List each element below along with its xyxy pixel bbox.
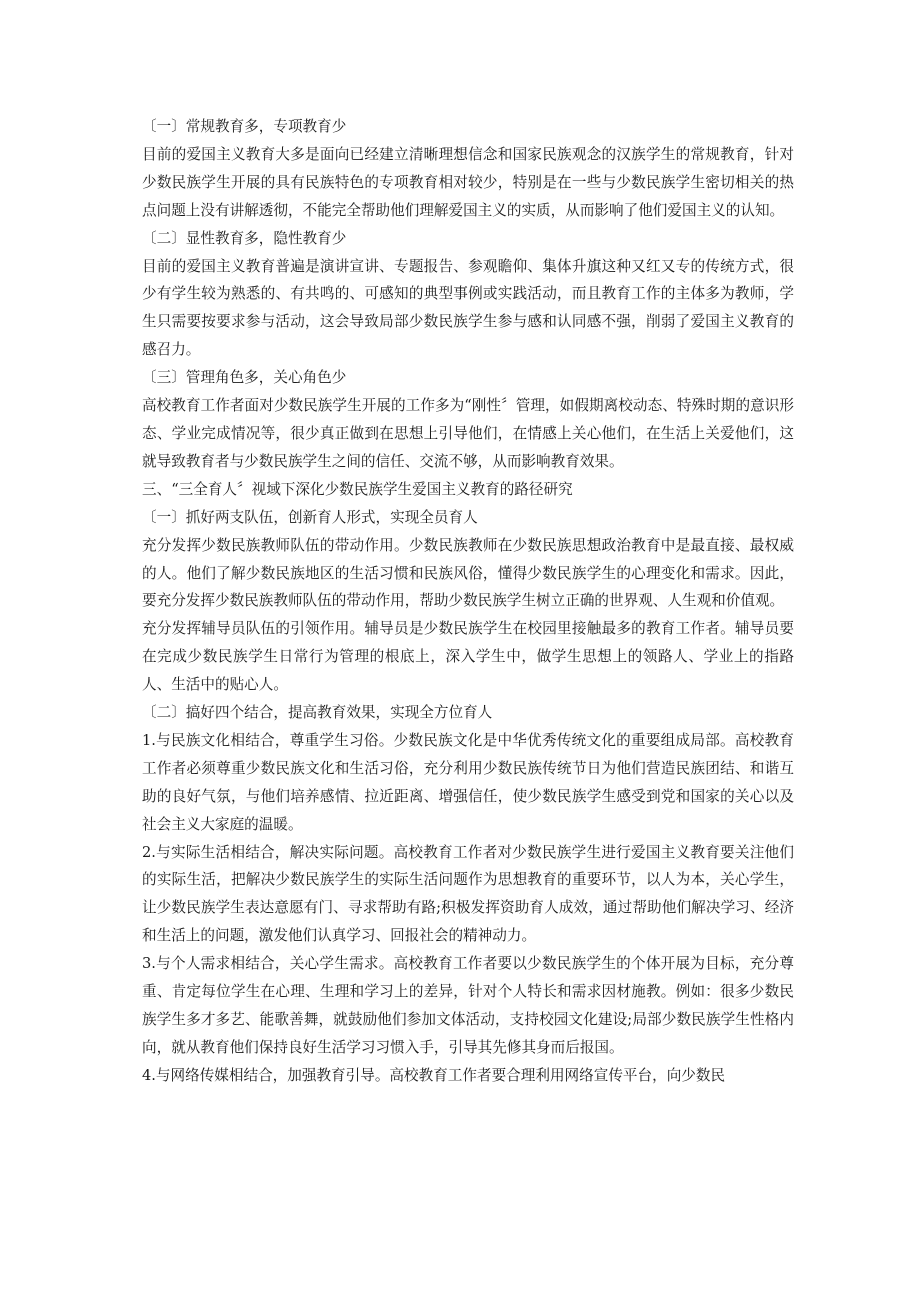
section-heading: 〔一〕常规教育多，专项教育少: [142, 118, 347, 135]
document-body: [142, 113, 794, 1090]
section-heading: 〔二〕搞好四个结合，提高教育效果，实现全方位育人: [142, 704, 493, 722]
paragraph: 1.与民族文化相结合，尊重学生习俗。少数民族文化是中华优秀传统文化的重要组成局部。高校教育工作者必须尊重少数民族文化和生活习俗，充分利用少数民族传统节日为他们营造民族团结、和谐互助的良好气氛，与他们培养感情、拉近距离、增强信任，使少数民族学生感受到党和国家的关心以及社会主义大家庭的温暖。: [142, 731, 794, 833]
section-heading: 〔二〕显性教育多，隐性教育少: [142, 229, 347, 247]
section-heading: 〔三〕管理角色多，关心角色少: [142, 369, 347, 387]
paragraph: 2.与实际生活相结合，解决实际问题。高校教育工作者对少数民族学生进行爱国主义教育要关注他们的实际生活，把解决少数民族学生的实际生活问题作为思想教育的重要环节，以人为本，关心学生，让少数民族学生表达意愿有门、寻求帮助有路;积极发挥资助育人成效，通过帮助他们解决学习、经济和生活上的问题，激发他们认真学习、回报社会的精神动力。: [142, 843, 794, 945]
paragraph: 目前的爱国主义教育大多是面向已经建立清晰理想信念和国家民族观念的汉族学生的常规教育，针对少数民族学生开展的具有民族特色的专项教育相对较少，特别是在一些与少数民族学生密切相关的热点问题上没有讲解透彻，不能完全帮助他们理解爱国主义的实质，从而影响了他们爱国主义的认知。: [142, 145, 794, 219]
paragraph: 4.与网络传媒相结合，加强教育引导。高校教育工作者要合理利用网络宣传平台，向少数民: [142, 1066, 726, 1084]
paragraph: 充分发挥少数民族教师队伍的带动作用。少数民族教师在少数民族思想政治教育中是最直接、最权威的人。他们了解少数民族地区的生活习惯和民族风俗，懂得少数民族学生的心理变化和需求。因此，要充分发挥少数民族教师队伍的带动作用，帮助少数民族学生树立正确的世界观、人生观和价值观。: [142, 536, 794, 610]
paragraph: 3.与个人需求相结合，关心学生需求。高校教育工作者要以少数民族学生的个体开展为目标，充分尊重、肯定每位学生在心理、生理和学习上的差异，针对个人特长和需求因材施教。例如：很多少数民族学生多才多艺、能歌善舞，就鼓励他们参加文体活动，支持校园文化建设;局部少数民族学生性格内向，就从教育他们保持良好生活学习习惯入手，引导其先修其身而后报国。: [142, 955, 794, 1056]
section-heading: 〔一〕抓好两支队伍，创新育人形式，实现全员育人: [142, 508, 478, 526]
paragraph: 目前的爱国主义教育普遍是演讲宣讲、专题报告、参观瞻仰、集体升旗这种又红又专的传统方式，很少有学生较为熟悉的、有共鸣的、可感知的典型事例或实践活动，而且教育工作的主体多为教师，学生只需要按要求参与活动，这会导致局部少数民族学生参与感和认同感不强，削弱了爱国主义教育的感召力。: [142, 257, 794, 359]
paragraph: 充分发挥辅导员队伍的引领作用。辅导员是少数民族学生在校园里接触最多的教育工作者。辅导员要在完成少数民族学生日常行为管理的根底上，深入学生中，做学生思想上的领路人、学业上的指路人、生活中的贴心人。: [142, 620, 794, 694]
paragraph: 高校教育工作者面对少数民族学生开展的工作多为“刚性〞管理，如假期离校动态、特殊时期的意识形态、学业完成情况等，很少真正做到在思想上引导他们，在情感上关心他们，在生活上关爱他们，这就导致教育者与少数民族学生之间的信任、交流不够，从而影响教育效果。: [142, 397, 794, 470]
chapter-heading: 三、“三全育人〞视域下深化少数民族学生爱国主义教育的路径研究: [142, 480, 573, 498]
